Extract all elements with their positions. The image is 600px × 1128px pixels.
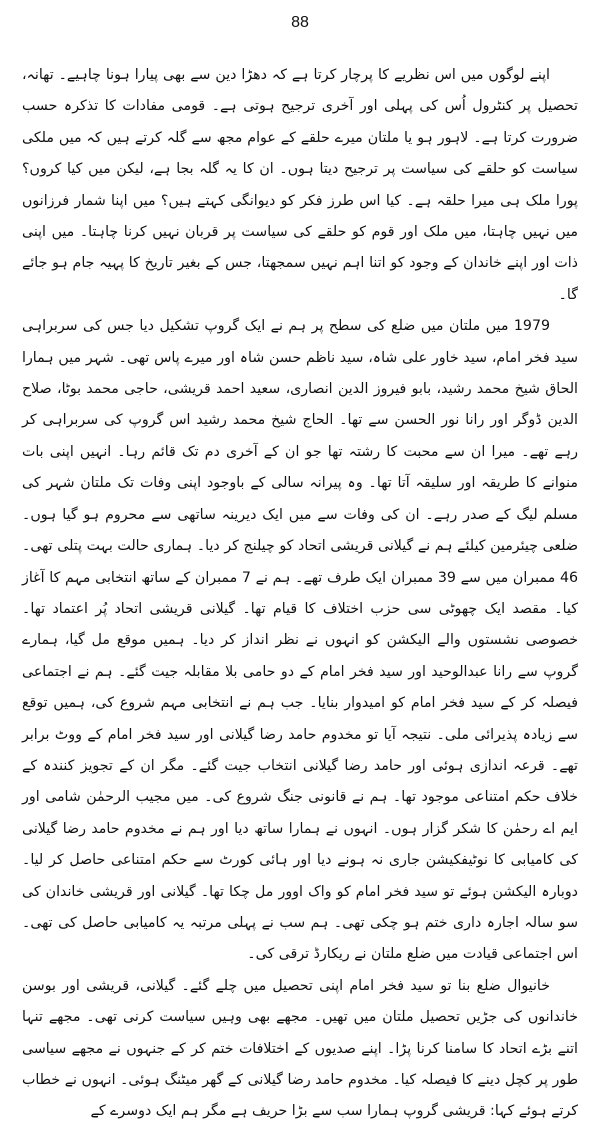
paragraph-2: 1979 میں ملتان میں ضلع کی سطح پر ہم نے ایک گروپ تشکیل دیا جس کی سربراہی سید فخر امام، سید خاور علی شاہ، سید ناظم حسن شاہ اور میرے پاس تھی۔ شہر میں ہمارا الحاق شیخ محمد رشید، بابو فیروز الدین انصاری، سعید احمد قریشی، حاجی محمد بوٹا، صلاح الدین ڈوگر اور رانا نور الحسن سے تھا۔ الحاج شیخ محمد رشید اس گروپ کی سربراہی کر رہے تھے۔ میرا ان سے محبت کا رشتہ تھا جو ان کے آخری دم تک قائم رہا۔ انہیں اپنی بات منوانے کا طریقہ اور سلیقہ آتا تھا۔ وہ پیرانہ سالی کے باوجود اپنی وفات تک ملتان شہر کی مسلم لیگ کے صدر رہے۔ ان کی وفات سے میں ایک دیرینہ ساتھی سے محروم ہو گیا ہوں۔ ضلعی چیئرمین کیلئے ہم نے گیلانی قریشی اتحاد کو چیلنج کر دیا۔ ہماری حالت بہت پتلی تھی۔ 46 ممبران میں سے 39 ممبران ایک طرف تھے۔ ہم نے 7 ممبران کے ساتھ انتخابی مہم کا آغاز کیا۔ مقصد ایک چھوٹی سی حزب اختلاف کا قیام تھا۔ گیلانی قریشی اتحاد پُر اعتماد تھا۔ خصوصی نشستوں والے الیکشن کو انہوں نے نظر انداز کر دیا۔ ہمیں موقع مل گیا، ہمارے گروپ سے رانا عبدالوحید اور سید فخر امام کے دو حامی بلا مقابلہ جیت گئے۔ ہم نے اجتماعی فیصلہ کر کے سید فخر امام کو امیدوار بنایا۔ جب ہم نے انتخابی مہم شروع کی، ہمیں توقع سے زیادہ پذیرائی ملی۔ نتیجہ آیا تو مخدوم حامد رضا گیلانی اور سید فخر امام کے ووٹ برابر تھے۔ قرعہ اندازی ہوئی اور حامد رضا گیلانی انتخاب جیت گئے۔ مگر ان کے تجویز کنندہ کے خلاف حکم امتناعی موجود تھا۔ ہم نے قانونی جنگ شروع کی۔ میں مجیب الرحمٰن شامی اور ایم اے رحمٰن کا شکر گزار ہوں۔ انہوں نے ہمارا ساتھ دیا اور ہم نے مخدوم حامد رضا گیلانی کی کامیابی کا نوٹیفکیشن جاری نہ ہونے دیا اور ہائی کورٹ سے حکم امتناعی حاصل کر لیا۔ دوبارہ الیکشن ہوئے تو سید فخر امام کو واک اوور مل چکا تھا۔ گیلانی اور قریشی خاندان کی سو سالہ اجارہ داری ختم ہو چکی تھی۔ ہم سب نے پہلی مرتبہ یہ کامیابی حاصل کی تھی۔ اس اجتماعی قیادت میں ضلع ملتان نے ریکارڈ ترقی کی۔ bbox=[22, 318, 578, 963]
paragraph-1: اپنے لوگوں میں اس نظریے کا پرچار کرتا ہے کہ دھڑا دین سے بھی پیارا ہونا چاہیے۔ تھانہ، تحصیل پر کنٹرول اُس کی پہلی اور آخری ترجیح ہوتی ہے۔ قومی مفادات کا تذکرہ حسب ضرورت کرتا ہے۔ لاہور ہو یا ملتان میرے حلقے کے عوام مجھ سے گلہ کرتے ہیں کہ میں ملکی سیاست کو حلقے کی سیاست پر ترجیح دیتا ہوں۔ ان کا یہ گلہ بجا ہے، لیکن میں کیا کروں؟ پورا ملک ہی میرا حلقہ ہے۔ کیا اس طرز فکر کو دیوانگی کہتے ہیں؟ میں اپنا شمار فرزانوں میں نہیں چاہتا، میں ملک اور قوم کو حلقے کی سیاست پر قربان نہیں کرنا چاہتا۔ میں اپنی ذات اور اپنے خاندان کے وجود کو اتنا اہم نہیں سمجھتا، جس کے بغیر تاریخ کا پہیہ جام ہو جائے گا۔ bbox=[22, 67, 578, 303]
paragraph-3: خانیوال ضلع بنا تو سید فخر امام اپنی تحصیل میں چلے گئے۔ گیلانی، قریشی اور بوسن خاندانوں کی جڑیں تحصیل ملتان میں تھیں۔ مجھے بھی وہیں سیاست کرنی تھی۔ مجھے تنہا اتنے بڑے اتحاد کا سامنا کرنا پڑا۔ اپنے صدیوں کے اختلافات ختم کر کے جنہوں نے مجھے سیاسی طور پر کچل دینے کا فیصلہ کیا۔ مخدوم حامد رضا گیلانی کے گھر میٹنگ ہوئی۔ انہوں نے خطاب کرتے ہوئے کہا: قریشی گروپ ہمارا سب سے بڑا حریف ہے مگر ہم ایک دوسرے کے bbox=[22, 977, 578, 1120]
page-number: 88 bbox=[291, 14, 309, 31]
page-body-text bbox=[22, 60, 578, 1128]
